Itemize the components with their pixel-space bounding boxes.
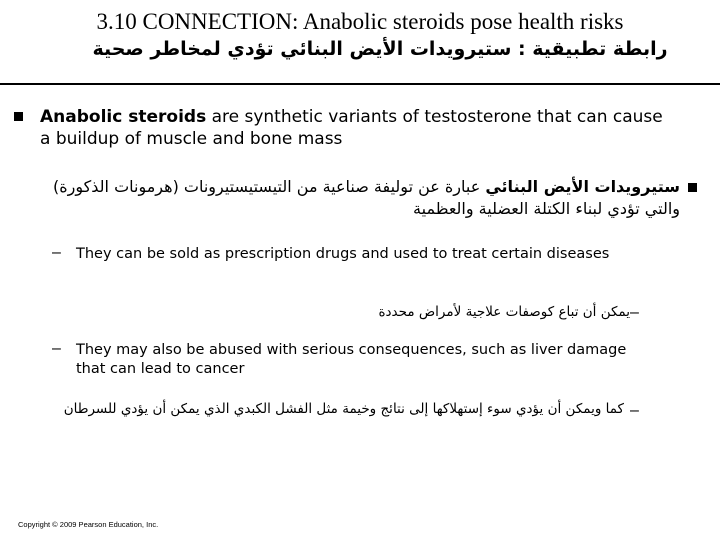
slide-title: 3.10 CONNECTION: Anabolic steroids pose health risks (96, 9, 624, 34)
bullet-bold-term: Anabolic steroids (40, 107, 207, 127)
bullet-bold-term-arabic: ستيرويدات الأيض البنائي (485, 177, 680, 196)
copyright-notice: Copyright © 2009 Pearson Education, Inc. (18, 520, 159, 529)
dash-bullet: – (52, 244, 61, 261)
sub-bullet-prescription-arabic: يمكن أن تباع كوصفات علاجية لأمراض محددة (378, 304, 630, 320)
bullet-text-arabic: عبارة عن توليفة صناعية من التيستيستيرونات (هرمونات الذكورة) والتي تؤدي لبناء الكتلة العضلية والعظمية (53, 177, 680, 218)
bullet-anabolic-steroids-arabic (20, 176, 680, 220)
sub-bullet-abuse-arabic: كما ويمكن أن يؤدي سوء إستهلاكها إلى نتائج وخيمة مثل الفشل الكبدي الذي يمكن أن يؤدي للسرطان (63, 401, 624, 417)
bullet-square-icon (14, 112, 23, 121)
bullet-square-icon (688, 183, 697, 192)
dash-bullet: – (630, 402, 639, 419)
sub-bullet-abuse: They may also be abused with serious consequences, such as liver damage that can lead to cancer (76, 342, 627, 377)
sub-bullet-prescription: They can be sold as prescription drugs and used to treat certain diseases (76, 246, 610, 262)
bullet-text: are synthetic variants of testosterone that can cause a buildup of muscle and bone mass (40, 107, 663, 149)
slide-title-arabic: رابطة تطبيقية : ستيرويدات الأيض البنائي تؤدي لمخاطر صحية (92, 38, 668, 60)
bullet-anabolic-steroids (40, 106, 670, 150)
dash-bullet: – (52, 340, 61, 357)
dash-bullet: – (630, 304, 639, 321)
title-divider (0, 83, 720, 85)
